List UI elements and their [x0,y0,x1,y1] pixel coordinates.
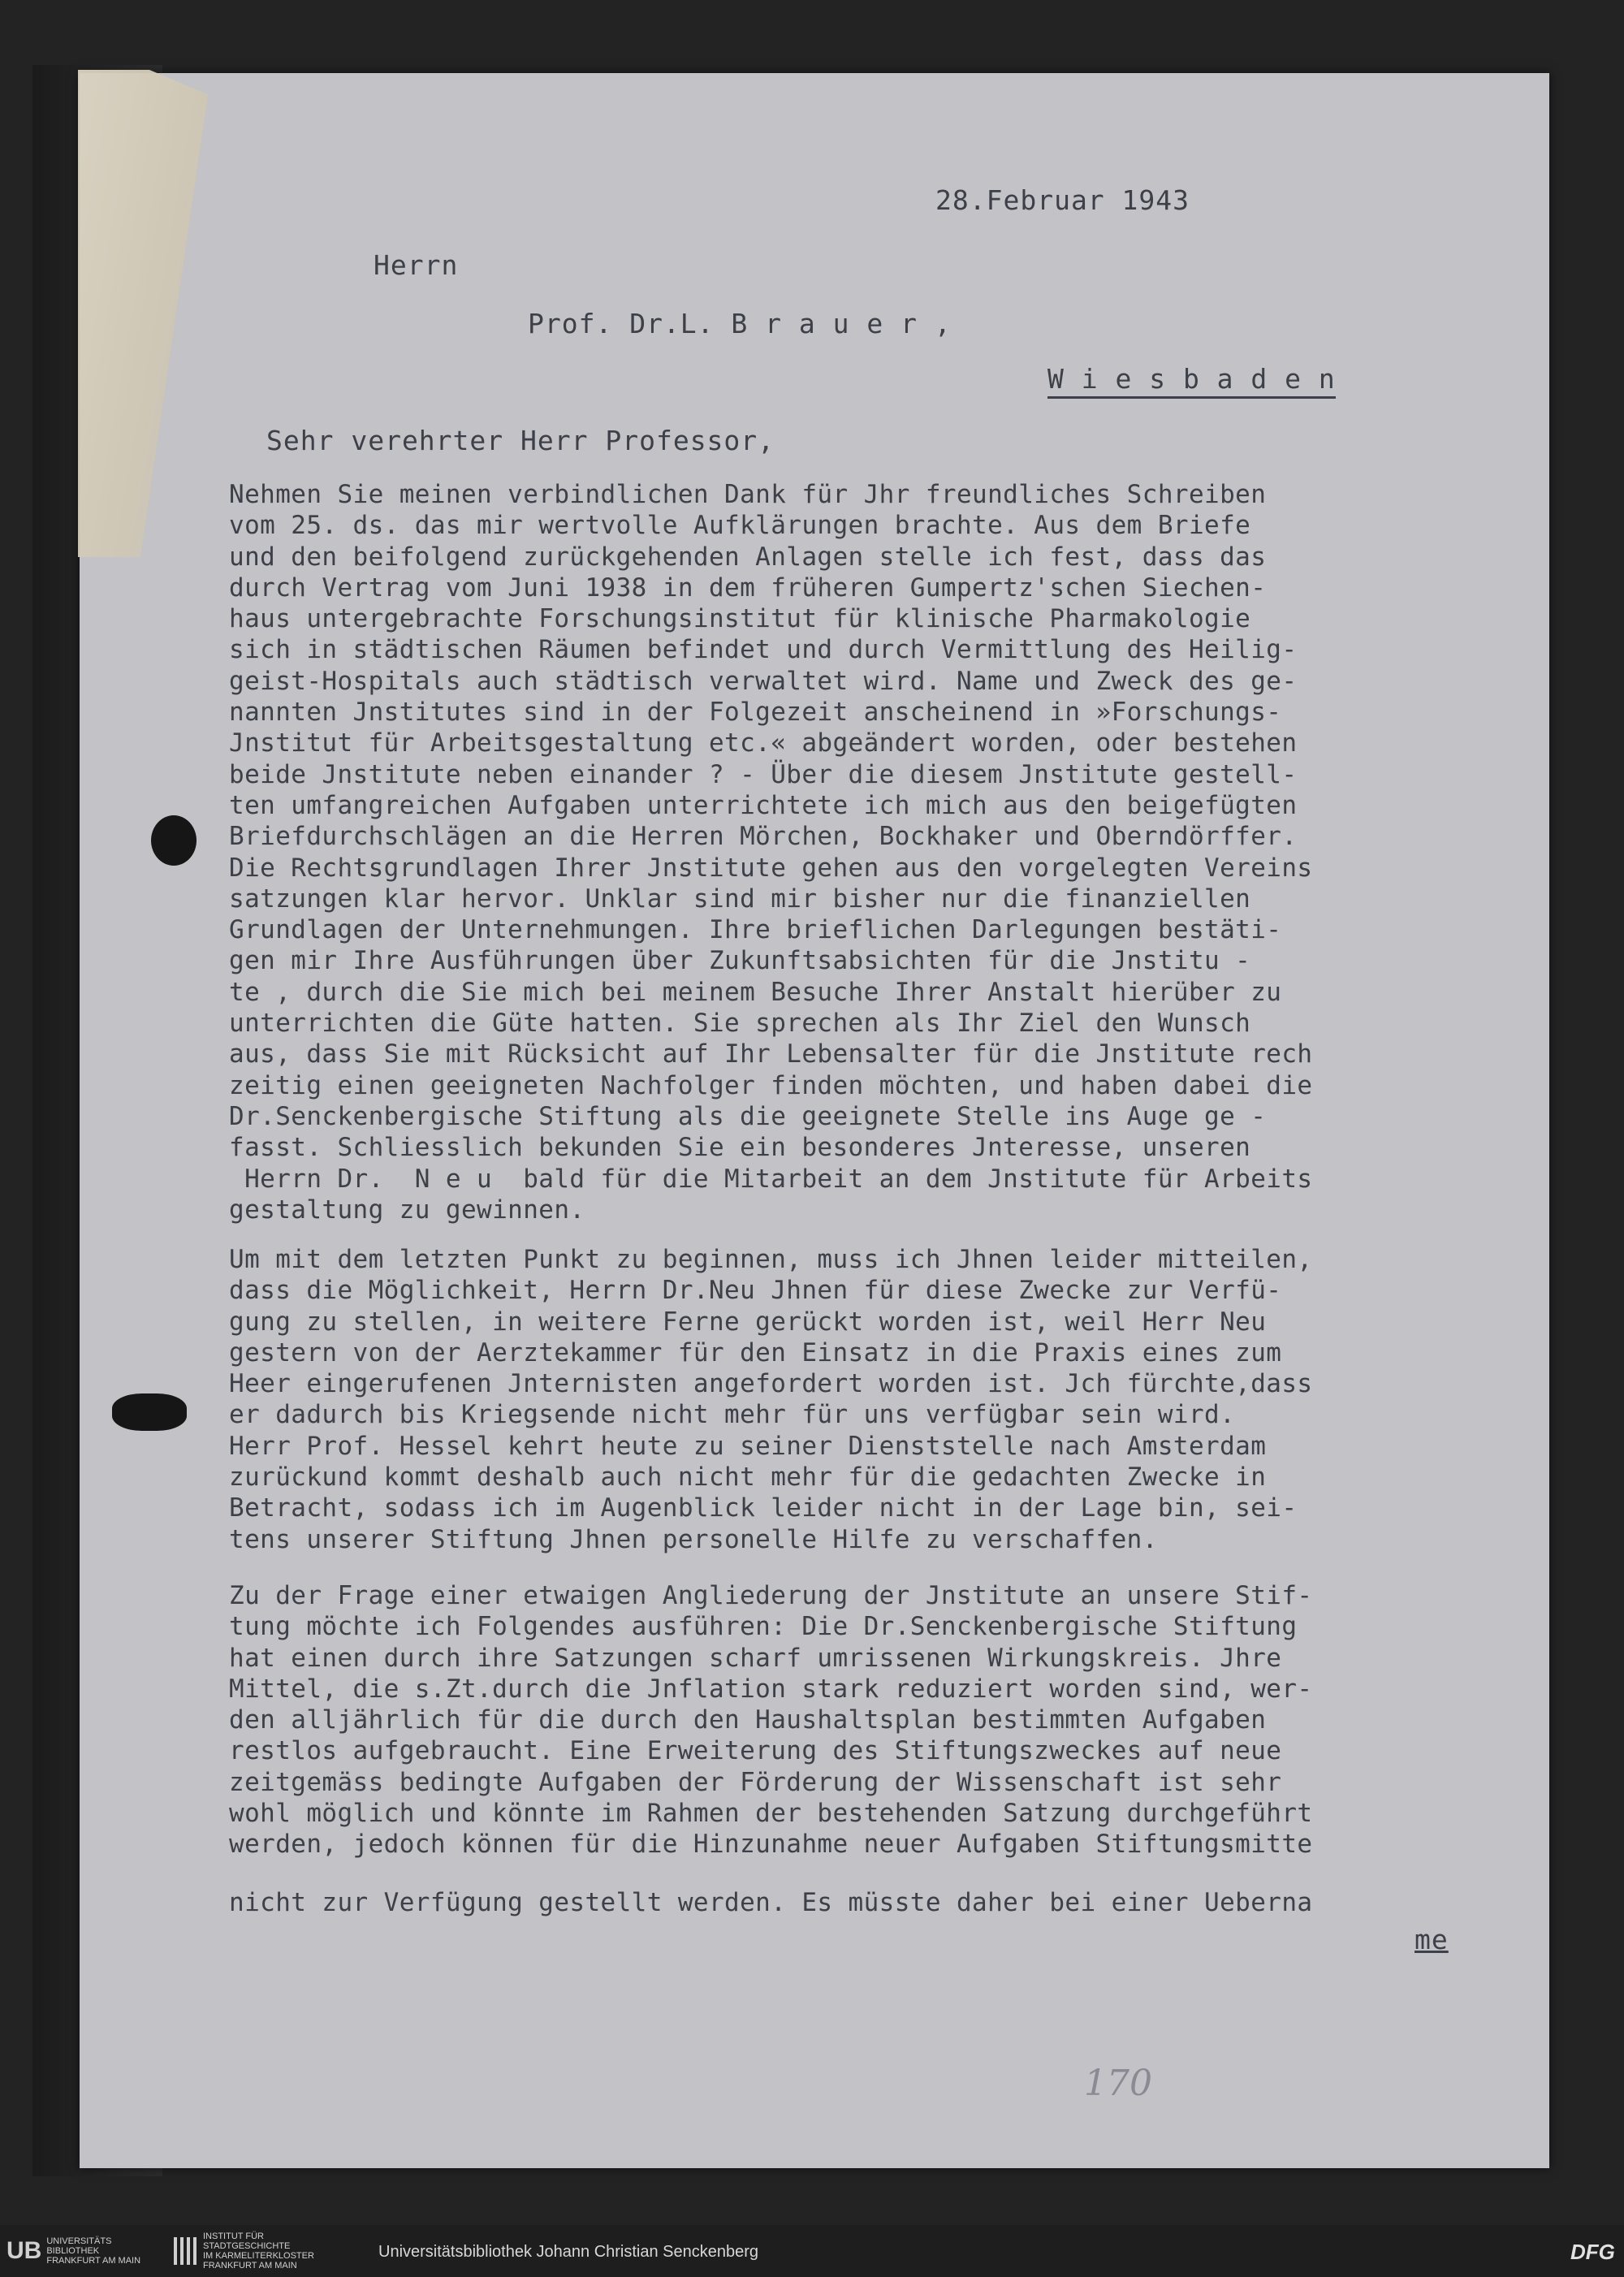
library-credit: Universitätsbibliothek Johann Christian Senckenberg [378,2243,759,2261]
institute-text: INSTITUT FÜR STADTGESCHICHTE IM KARMELITERKLOSTER FRANKFURT AM MAIN [203,2232,314,2271]
paragraph-3 [229,1580,1544,1860]
letter-date: 28.Februar 1943 [935,184,1190,216]
text-line: haus untergebrachte Forschungsinstitut für klinische Pharmakologie [229,604,1251,634]
city: W i e s b a d e n [1047,364,1336,399]
text-line: Jnstitut für Arbeitsgestaltung etc.« abgeändert worden, oder bestehen [229,728,1298,758]
text-line: fasst. Schliesslich bekunden Sie ein besonderes Jnteresse, unseren [229,1133,1251,1163]
text-line: aus, dass Sie mit Rücksicht auf Ihr Lebensalter für die Jnstitute rech [229,1039,1313,1069]
text-line: Grundlagen der Unternehmungen. Ihre brieflichen Darlegungen bestäti- [229,915,1282,945]
paragraph-4 [229,1887,1544,1918]
text-line: Mittel, die s.Zt.durch die Jnflation stark reduziert worden sind, wer- [229,1674,1313,1704]
text-line: Betracht, sodass ich im Augenblick leider nicht in der Lage bin, sei- [229,1493,1298,1523]
paragraph-2 [229,1244,1544,1555]
text-line: Die Rechtsgrundlagen Ihrer Jnstitute gehen aus den vorgelegten Vereins [229,853,1313,883]
punch-hole-top [151,815,197,866]
text-line: Herr Prof. Hessel kehrt heute zu seiner Dienststelle nach Amsterdam [229,1431,1267,1461]
text-line: gung zu stellen, in weitere Ferne gerückt worden ist, weil Herr Neu [229,1307,1267,1337]
pencil-folio-number: 170 [1084,2063,1152,2104]
text-line: zeitig einen geeigneten Nachfolger finden möchten, und haben dabei die [229,1070,1313,1100]
text-line: hat einen durch ihre Satzungen scharf umrissenen Wirkungskreis. Jhre [229,1643,1282,1673]
text-line: te , durch die Sie mich bei meinem Besuche Ihrer Anstalt hierüber zu [229,977,1282,1007]
text-line: dass die Möglichkeit, Herrn Dr.Neu Jhnen für diese Zwecke zur Verfü- [229,1276,1282,1306]
text-line: beide Jnstitute neben einander ? - Über die diesem Jnstitute gestell- [229,759,1298,789]
text-line: nannten Jnstitutes sind in der Folgezeit anscheinend in »Forschungs- [229,698,1282,728]
text-line: restlos aufgebraucht. Eine Erweiterung des Stiftungszweckes auf neue [229,1736,1282,1766]
text-line: er dadurch bis Kriegsende nicht mehr für uns verfügbar sein wird. [229,1400,1236,1430]
text-line: durch Vertrag vom Juni 1938 in dem früheren Gumpertz'schen Siechen- [229,572,1267,603]
text-line: satzungen klar hervor. Unklar sind mir bisher nur die finanziellen [229,884,1251,914]
text-line: werden, jedoch können für die Hinzunahme neuer Aufgaben Stiftungsmitte [229,1830,1313,1860]
text-line: wohl möglich und könnte im Rahmen der bestehenden Satzung durchgeführt [229,1799,1313,1829]
text-line: Dr.Senckenbergische Stiftung als die geeignete Stelle ins Auge ge - [229,1101,1267,1131]
ub-logo [6,2235,140,2267]
ub-mark: UB [6,2237,42,2264]
salutation-line: Herrn [374,249,459,281]
text-line: Herrn Dr. N e u bald für die Mitarbeit an dem Jnstitute für Arbeits [229,1164,1313,1194]
institute-logo [174,2232,314,2271]
addressee: Prof. Dr.L. B r a u e r , [528,308,952,339]
text-line: sich in städtischen Räumen befindet und durch Vermittlung des Heilig- [229,635,1298,665]
text-line: gestern von der Aerztekammer für den Einsatz in die Praxis eines zum [229,1337,1282,1367]
text-line: und den beifolgend zurückgehenden Anlagen stelle ich fest, dass das [229,542,1267,572]
text-line: tung möchte ich Folgendes ausführen: Die Dr.Senckenbergische Stiftung [229,1612,1298,1642]
text-line: gen mir Ihre Ausführungen über Zukunftsabsichten für die Jnstitu - [229,946,1251,976]
text-line: den alljährlich für die durch den Haushaltsplan bestimmten Aufgaben [229,1705,1267,1735]
text-line: Heer eingerufenen Jnternisten angefordert worden ist. Jch fürchte,dass [229,1369,1313,1399]
text-line: zeitgemäss bedingte Aufgaben der Förderung der Wissenschaft ist sehr [229,1767,1282,1797]
text-line: ten umfangreichen Aufgaben unterrichtete ich mich aus den beigefügten [229,790,1298,820]
continuation-mark: me [1415,1924,1449,1955]
text-line: Briefdurchschlägen an die Herren Mörchen, Bockhaker und Oberndörffer. [229,822,1298,852]
text-line: unterrichten die Güte hatten. Sie sprechen als Ihr Ziel den Wunsch [229,1009,1251,1039]
text-line: gestaltung zu gewinnen. [229,1195,585,1225]
text-line: geist-Hospitals auch städtisch verwaltet wird. Name und Zweck des ge- [229,666,1298,696]
text-line: vom 25. ds. das mir wertvolle Aufklärungen brachte. Aus dem Briefe [229,511,1251,541]
institute-logo-icon [174,2237,198,2265]
ub-text: UNIVERSITÄTS BIBLIOTHEK FRANKFURT AM MAIN [46,2236,141,2266]
punch-hole-bottom [112,1393,187,1431]
text-line: Zu der Frage einer etwaigen Angliederung der Jnstitute an unsere Stif- [229,1581,1313,1610]
text-line: Um mit dem letzten Punkt zu beginnen, muss ich Jhnen leider mitteilen, [229,1245,1313,1274]
paragraph-1 [229,479,1544,1225]
text-line: tens unserer Stiftung Jhnen personelle Hilfe zu verschaffen. [229,1524,1158,1554]
text-line: Nehmen Sie meinen verbindlichen Dank für Jhr freundliches Schreiben [229,480,1267,509]
text-line: zurückund kommt deshalb auch nicht mehr für die gedachten Zwecke in [229,1463,1267,1493]
dfg-logo: DFG [1570,2240,1615,2264]
text-line: nicht zur Verfügung gestellt werden. Es müsste daher bei einer Ueberna [229,1888,1313,1917]
greeting: Sehr verehrter Herr Professor, [266,425,775,456]
